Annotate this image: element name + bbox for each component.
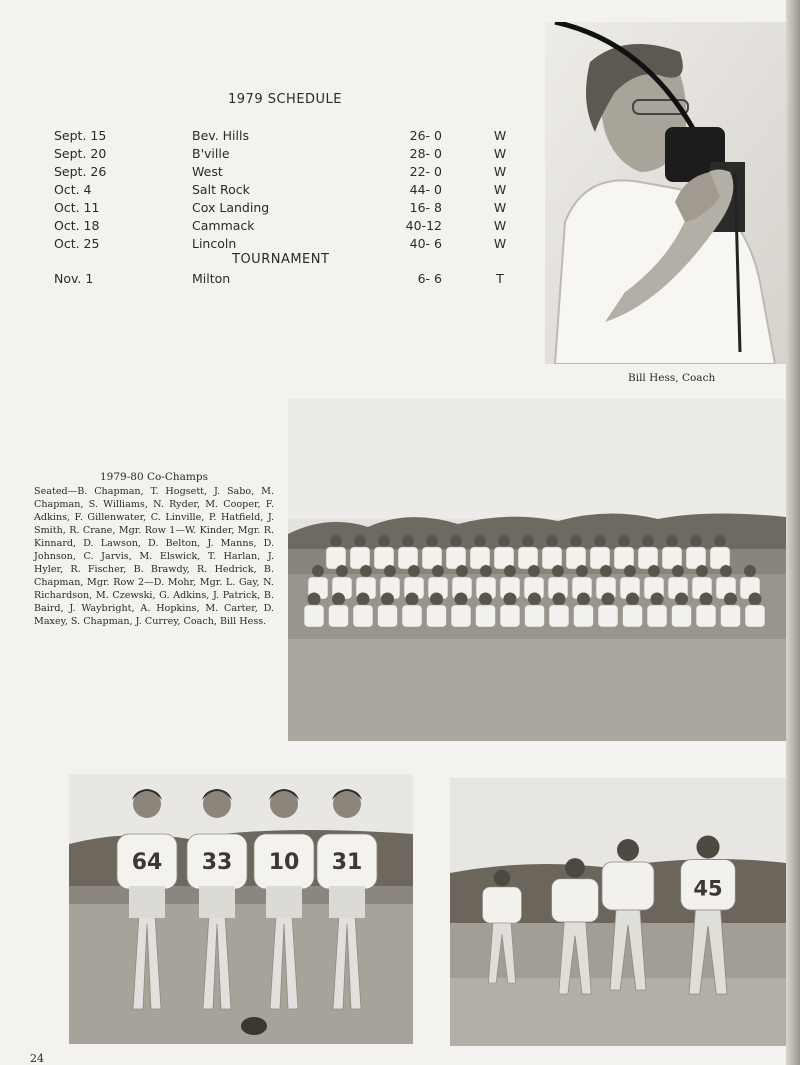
schedule-row: [54, 127, 540, 145]
coach-photo: [545, 22, 786, 364]
game-score: 40- 6: [409, 236, 442, 251]
action-photo: [450, 778, 786, 1046]
page-edge: [786, 0, 800, 1065]
tournament-label: TOURNAMENT: [232, 252, 330, 267]
game-date: Sept. 26: [54, 164, 107, 179]
schedule-table: [54, 127, 540, 253]
team-caption-title: 1979-80 Co-Champs: [100, 471, 208, 483]
game-date: Oct. 11: [54, 200, 100, 215]
game-result: W: [493, 200, 507, 215]
team-photo: [288, 399, 786, 741]
game-date: Sept. 20: [54, 146, 107, 161]
game-opponent: B'ville: [192, 146, 230, 161]
game-date: Sept. 15: [54, 128, 107, 143]
coach-caption: Bill Hess, Coach: [628, 372, 716, 384]
game-result: W: [493, 218, 507, 233]
game-result: W: [493, 182, 507, 197]
game-score: 28- 0: [409, 146, 442, 161]
game-result: W: [493, 164, 507, 179]
schedule-row: [54, 163, 540, 181]
team-caption-body: Seated—B. Chapman, T. Hogsett, J. Sabo, M. Chapman, S. Williams, N. Ryder, M. Cooper, F. Adkins, F. Gillenwater, C. Linville, P. Hatfield, J. Smith, R. Crane, Mgr. Row 1—W. Kinder, Mgr. R. Kinnard, D. Lawson, D. Belton, J. Manns, D. Johnson, C. Jarvis, M. Elswick, T. Harlan, J. Hyler, R. Fischer, B. Brawdy, R. Hedrick, B. Chapman, Mgr. Row 2—D. Mohr, Mgr. L. Gay, N. Richardson, M. Czewski, G. Adkins, J. Patrick, B. Baird, J. Waybright, A. Hopkins, M. Carter, D. Maxey, S. Chapman, J. Currey, Coach, Bill Hess.: [34, 486, 274, 627]
game-opponent: Salt Rock: [192, 182, 250, 197]
jersey-number: 64: [131, 850, 163, 875]
schedule-row: [54, 199, 540, 217]
game-date: Oct. 4: [54, 182, 92, 197]
game-result: W: [493, 128, 507, 143]
game-opponent: Cammack: [192, 218, 255, 233]
jersey-number: 10: [268, 850, 300, 875]
game-score: 44- 0: [409, 182, 442, 197]
tournament-table: [54, 270, 540, 288]
game-date: Oct. 25: [54, 236, 100, 251]
schedule-title: 1979 SCHEDULE: [228, 92, 343, 107]
game-date: Oct. 18: [54, 218, 100, 233]
schedule-row: [54, 217, 540, 235]
game-opponent: West: [192, 164, 223, 179]
schedule-row: [54, 181, 540, 199]
game-date: Nov. 1: [54, 271, 94, 286]
schedule-row: [54, 145, 540, 163]
game-result: W: [493, 236, 507, 251]
four-players-photo: [69, 774, 413, 1044]
game-result: W: [493, 146, 507, 161]
jersey-number: 31: [331, 850, 363, 875]
jersey-number: 33: [201, 850, 233, 875]
jersey-number: 45: [693, 876, 723, 901]
schedule-row: [54, 235, 540, 253]
schedule-row: [54, 270, 540, 288]
game-score: 40-12: [405, 218, 442, 233]
game-score: 22- 0: [409, 164, 442, 179]
game-opponent: Cox Landing: [192, 200, 270, 215]
game-score: 16- 8: [409, 200, 442, 215]
game-opponent: Lincoln: [192, 236, 237, 251]
game-result: T: [496, 271, 504, 286]
game-opponent: Milton: [192, 271, 231, 286]
game-score: 26- 0: [409, 128, 442, 143]
game-score: 6- 6: [417, 271, 442, 286]
game-opponent: Bev. Hills: [192, 128, 249, 143]
page-number: 24: [30, 1052, 44, 1065]
